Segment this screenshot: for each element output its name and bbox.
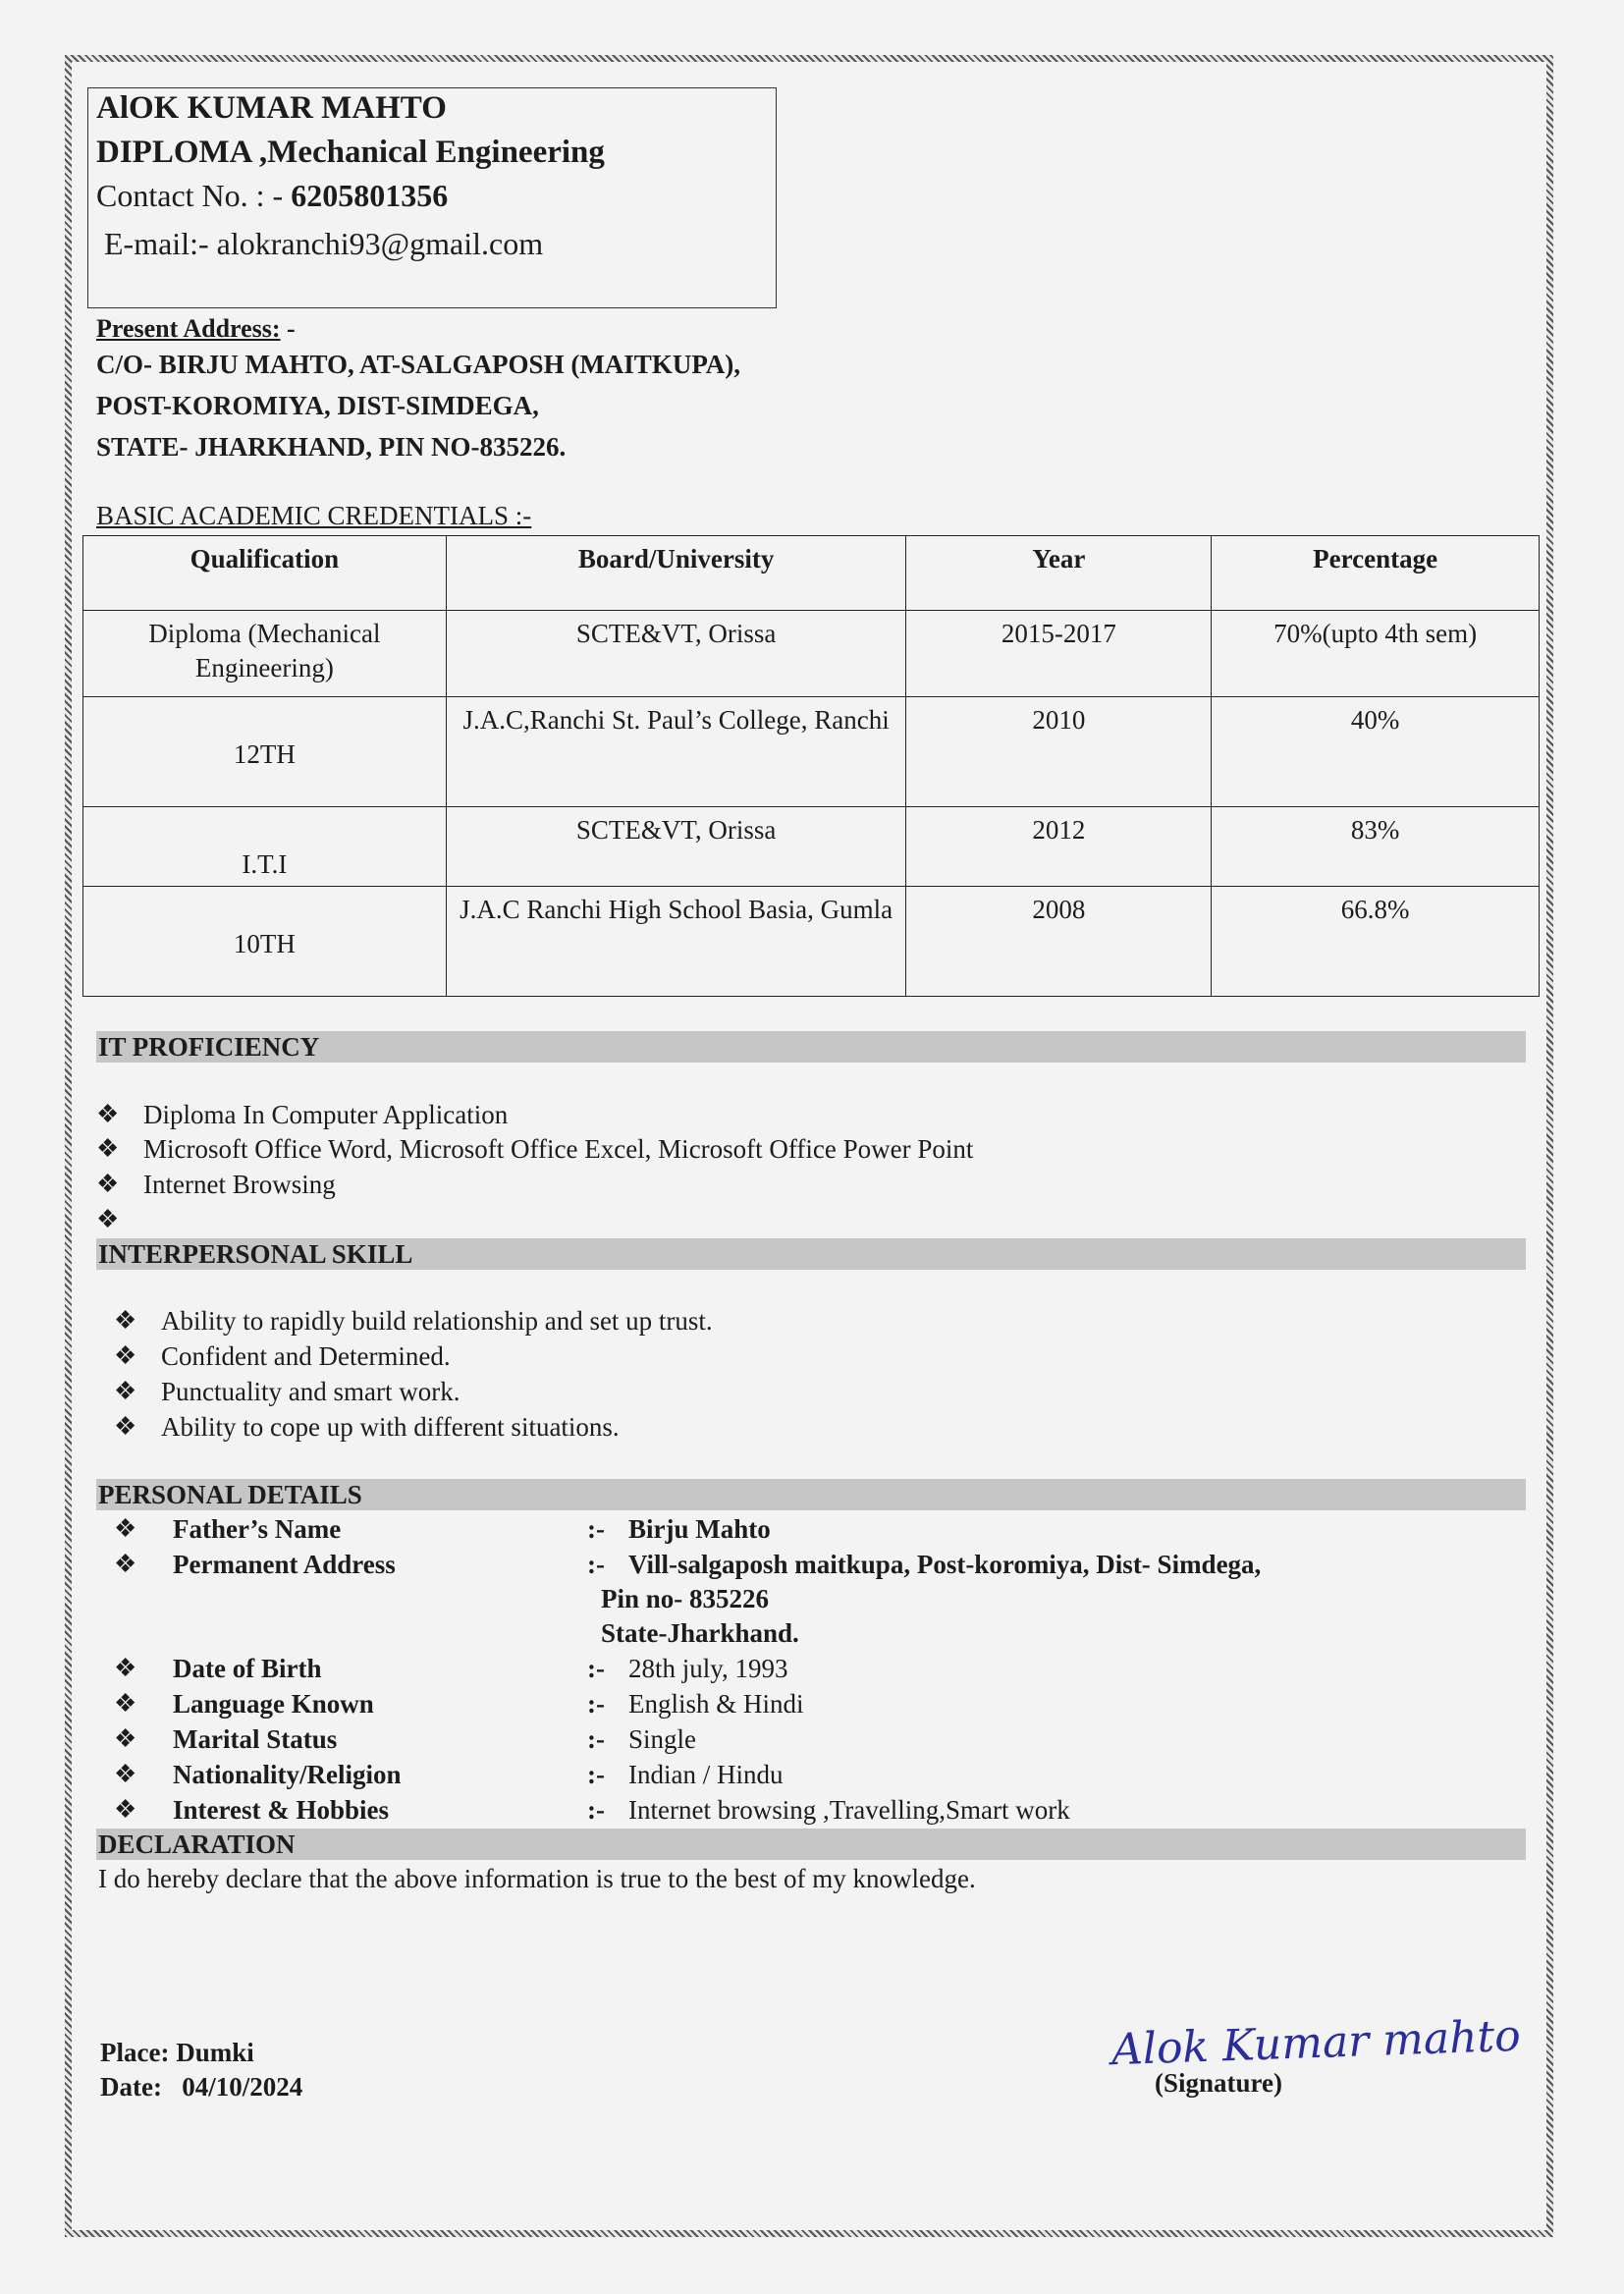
fathers-name-label: Father’s Name bbox=[173, 1514, 342, 1544]
board-cell: J.A.C Ranchi High School Basia, Gumla bbox=[446, 887, 906, 997]
interests-label: Interest & Hobbies bbox=[173, 1795, 389, 1825]
year-cell: 2008 bbox=[906, 887, 1212, 997]
board-cell: SCTE&VT, Orissa bbox=[446, 807, 906, 887]
bullet-icon: ❖ bbox=[114, 1377, 137, 1405]
signature-caption: (Signature) bbox=[1155, 2068, 1283, 2098]
contact-label: Contact No. : - bbox=[96, 178, 292, 213]
separator: :- bbox=[587, 1724, 605, 1754]
separator: :- bbox=[587, 1654, 605, 1683]
candidate-degree: DIPLOMA ,Mechanical Engineering bbox=[96, 135, 605, 170]
bullet-icon: ❖ bbox=[114, 1795, 137, 1824]
column-header: Qualification bbox=[83, 536, 447, 611]
separator: :- bbox=[587, 1795, 605, 1825]
column-header: Year bbox=[906, 536, 1212, 611]
table-row bbox=[83, 887, 1540, 997]
address-line: POST-KOROMIYA, DIST-SIMDEGA, bbox=[96, 391, 539, 420]
candidate-name: AlOK KUMAR MAHTO bbox=[96, 90, 447, 126]
present-address-heading: Present Address: - bbox=[96, 314, 296, 343]
academic-table bbox=[82, 535, 1540, 997]
percentage-cell: 83% bbox=[1212, 807, 1540, 887]
qualification-cell: 12TH bbox=[83, 697, 447, 807]
separator: :- bbox=[587, 1550, 605, 1579]
bullet-icon: ❖ bbox=[114, 1550, 137, 1578]
declaration-text: I do hereby declare that the above information is true to the best of my knowledge. bbox=[98, 1864, 976, 1893]
marital-status-value: Single bbox=[628, 1724, 697, 1754]
dob-label: Date of Birth bbox=[173, 1654, 322, 1683]
qualification-cell: 10TH bbox=[83, 887, 447, 997]
dob-value: 28th july, 1993 bbox=[628, 1654, 788, 1683]
place-value: Dumki bbox=[176, 2038, 254, 2067]
bullet-icon: ❖ bbox=[114, 1724, 137, 1753]
place-line bbox=[100, 2038, 254, 2068]
year-cell: 2010 bbox=[906, 697, 1212, 807]
date-value: 04/10/2024 bbox=[182, 2072, 303, 2102]
fathers-name-value: Birju Mahto bbox=[628, 1514, 771, 1544]
email-line: E-mail:- alokranchi93@gmail.com bbox=[104, 226, 544, 261]
interpersonal-heading: INTERPERSONAL SKILL bbox=[96, 1238, 1526, 1270]
declaration-heading: DECLARATION bbox=[96, 1829, 1526, 1860]
separator: :- bbox=[587, 1760, 605, 1789]
interests-value: Internet browsing ,Travelling,Smart work bbox=[628, 1795, 1070, 1825]
bullet-icon: ❖ bbox=[96, 1100, 120, 1128]
contact-number: 6205801356 bbox=[291, 178, 449, 213]
academic-heading: BASIC ACADEMIC CREDENTIALS :- bbox=[96, 501, 532, 530]
bullet-icon: ❖ bbox=[114, 1306, 137, 1335]
bullet-icon: ❖ bbox=[114, 1412, 137, 1441]
table-header-row bbox=[83, 536, 1540, 611]
bullet-icon: ❖ bbox=[114, 1341, 137, 1370]
year-cell: 2015-2017 bbox=[906, 611, 1212, 697]
permanent-address-line: Vill-salgaposh maitkupa, Post-koromiya, Dist- Simdega, bbox=[628, 1550, 1262, 1579]
year-cell: 2012 bbox=[906, 807, 1212, 887]
percentage-cell: 70%(upto 4th sem) bbox=[1212, 611, 1540, 697]
permanent-address-label: Permanent Address bbox=[173, 1550, 396, 1579]
language-label: Language Known bbox=[173, 1689, 374, 1719]
bullet-icon: ❖ bbox=[114, 1514, 137, 1543]
place-label: Place: bbox=[100, 2038, 177, 2067]
table-row bbox=[83, 611, 1540, 697]
percentage-cell: 66.8% bbox=[1212, 887, 1540, 997]
nationality-value: Indian / Hindu bbox=[628, 1760, 784, 1789]
address-line: STATE- JHARKHAND, PIN NO-835226. bbox=[96, 432, 567, 462]
personal-details-heading: PERSONAL DETAILS bbox=[96, 1479, 1526, 1510]
column-header: Board/University bbox=[446, 536, 906, 611]
board-cell: SCTE&VT, Orissa bbox=[446, 611, 906, 697]
separator: :- bbox=[587, 1689, 605, 1719]
contact-line bbox=[96, 178, 448, 214]
permanent-address-line: Pin no- 835226 bbox=[601, 1584, 770, 1613]
bullet-icon: ❖ bbox=[114, 1760, 137, 1788]
date-line bbox=[100, 2072, 302, 2103]
date-label: Date: bbox=[100, 2072, 162, 2102]
bullet-icon: ❖ bbox=[96, 1134, 120, 1163]
qualification-cell: Diploma (Mechanical Engineering) bbox=[83, 611, 447, 697]
table-row bbox=[83, 697, 1540, 807]
bullet-icon: ❖ bbox=[96, 1205, 120, 1233]
address-line: C/O- BIRJU MAHTO, AT-SALGAPOSH (MAITKUPA), bbox=[96, 350, 741, 379]
nationality-label: Nationality/Religion bbox=[173, 1760, 402, 1789]
bullet-icon: ❖ bbox=[96, 1170, 120, 1198]
marital-status-label: Marital Status bbox=[173, 1724, 338, 1754]
column-header: Percentage bbox=[1212, 536, 1540, 611]
bullet-icon: ❖ bbox=[114, 1654, 137, 1682]
qualification-cell: I.T.I bbox=[83, 807, 447, 887]
bullet-icon: ❖ bbox=[114, 1689, 137, 1718]
permanent-address-line: State-Jharkhand. bbox=[601, 1618, 799, 1648]
table-row bbox=[83, 807, 1540, 887]
language-value: English & Hindi bbox=[628, 1689, 804, 1719]
handwritten-signature: Alok Kumar mahto bbox=[1110, 2010, 1522, 2076]
percentage-cell: 40% bbox=[1212, 697, 1540, 807]
separator: :- bbox=[587, 1514, 605, 1544]
it-proficiency-heading: IT PROFICIENCY bbox=[96, 1031, 1526, 1063]
board-cell: J.A.C,Ranchi St. Paul’s College, Ranchi bbox=[446, 697, 906, 807]
